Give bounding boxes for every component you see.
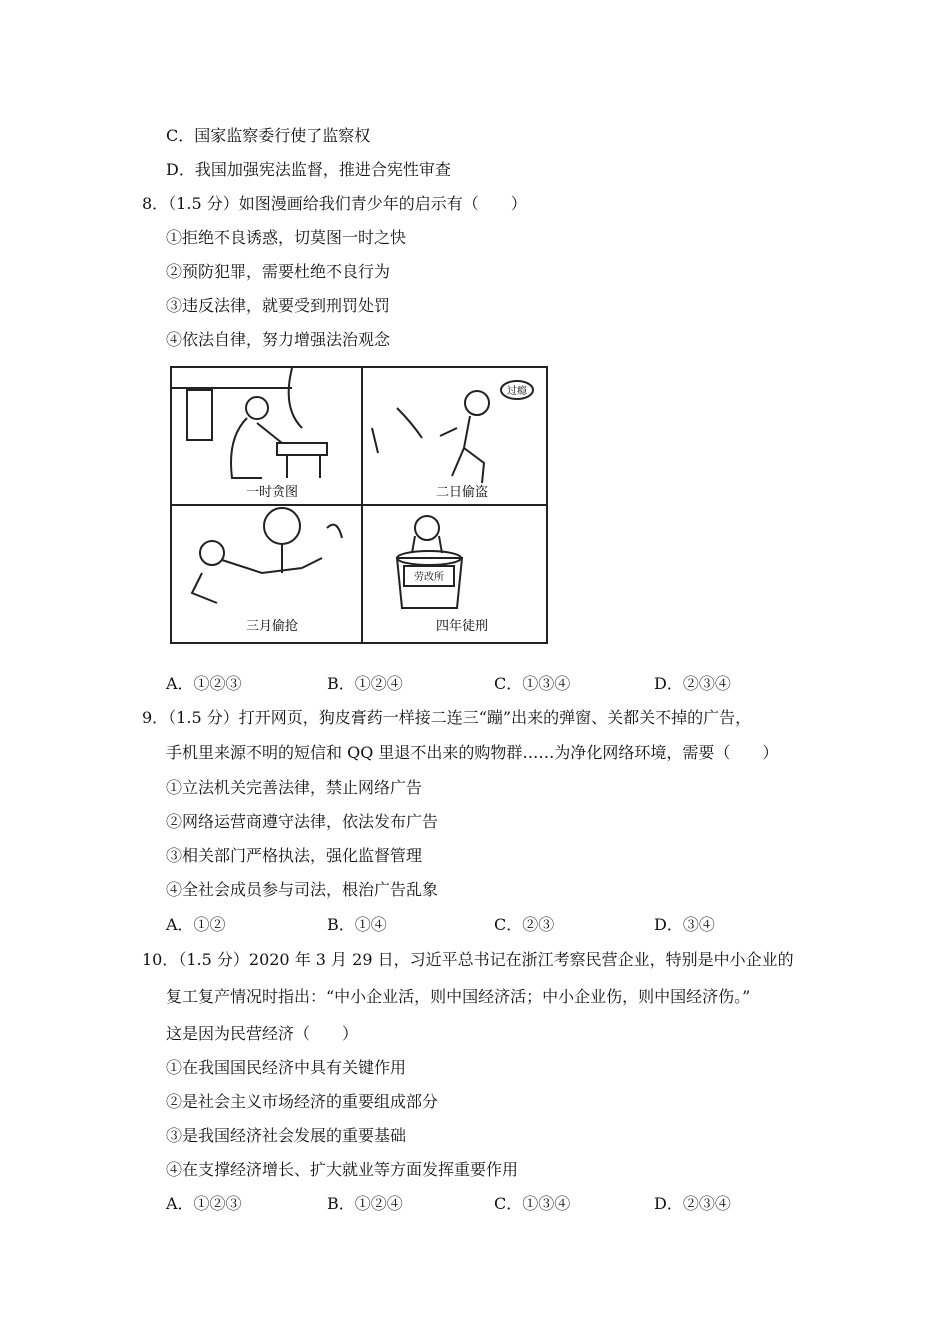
q9-options: [0, 915, 950, 935]
q8-option-b: B．①②④: [327, 674, 403, 693]
q8-comic: [170, 366, 548, 644]
q8-statement-1: ①拒绝不良诱惑，切莫图一时之快: [166, 228, 407, 247]
q10-stem-line-1: 10．（1.5 分）2020 年 3 月 29 日，习近平总书记在浙江考察民营企业，特别是中小企业的: [142, 950, 794, 969]
q9-stem-line-2: 手机里来源不明的短信和 QQ 里退不出来的购物群……为净化网络环境，需要（ ）: [166, 743, 779, 762]
q10-stem-line-3: 这是因为民营经济（ ）: [166, 1024, 359, 1043]
q10-statement-4: ④在支撑经济增长、扩大就业等方面发挥重要作用: [166, 1160, 519, 1179]
q10-statement-3: ③是我国经济社会发展的重要基础: [166, 1126, 407, 1145]
q9-statement-2: ②网络运营商遵守法律，依法发布广告: [166, 812, 439, 831]
q8-statement-2: ②预防犯罪，需要杜绝不良行为: [166, 262, 391, 281]
q9-statement-4: ④全社会成员参与司法，根治广告乱象: [166, 880, 439, 899]
q9-stem-line-1: 9．（1.5 分）打开网页，狗皮膏药一样接二连三“蹦”出来的弹窗、关都关不掉的广告，: [142, 708, 752, 727]
comic-caption-1: 一时贪图: [245, 485, 299, 500]
comic-caption-3: 三月偷抢: [245, 619, 299, 634]
comic-speech-bubble: 过瘾: [507, 386, 527, 397]
q10-options: [0, 1194, 950, 1214]
comic-caption-4: 四年徒刑: [435, 619, 489, 634]
q8-option-d: D．②③④: [654, 674, 731, 693]
q8-options: [0, 674, 950, 694]
q8-statement-4: ④依法自律，努力增强法治观念: [166, 330, 391, 349]
q9-option-c: C．②③: [494, 915, 555, 934]
q10-option-d: D．②③④: [654, 1194, 731, 1213]
comic-illustration: [172, 368, 546, 642]
q9-option-d: D．③④: [654, 915, 715, 934]
q9-option-b: B．①④: [327, 915, 387, 934]
q10-option-b: B．①②④: [327, 1194, 403, 1213]
q8-option-c: C．①③④: [494, 674, 571, 693]
q9-statement-1: ①立法机关完善法律，禁止网络广告: [166, 778, 423, 797]
q10-option-c: C．①③④: [494, 1194, 571, 1213]
q9-option-a: A．①②: [166, 915, 226, 934]
comic-caption-2: 二日偷盗: [435, 485, 489, 500]
q7-option-d: D．我国加强宪法监督，推进合宪性审查: [166, 160, 451, 179]
q7-option-c: C．国家监察委行使了监察权: [166, 126, 371, 145]
q10-option-a: A．①②③: [166, 1194, 242, 1213]
comic-bucket-sign: 劳改所: [414, 572, 444, 583]
q10-stem-line-2: 复工复产情况时指出：“中小企业活，则中国经济活；中小企业伤，则中国经济伤。”: [166, 987, 751, 1006]
q8-option-a: A．①②③: [166, 674, 242, 693]
q8-statement-3: ③违反法律，就要受到刑罚处罚: [166, 296, 391, 315]
q8-stem: 8．（1.5 分）如图漫画给我们青少年的启示有（ ）: [142, 194, 527, 213]
q10-statement-2: ②是社会主义市场经济的重要组成部分: [166, 1092, 439, 1111]
q9-statement-3: ③相关部门严格执法，强化监督管理: [166, 846, 423, 865]
q10-statement-1: ①在我国国民经济中具有关键作用: [166, 1058, 407, 1077]
